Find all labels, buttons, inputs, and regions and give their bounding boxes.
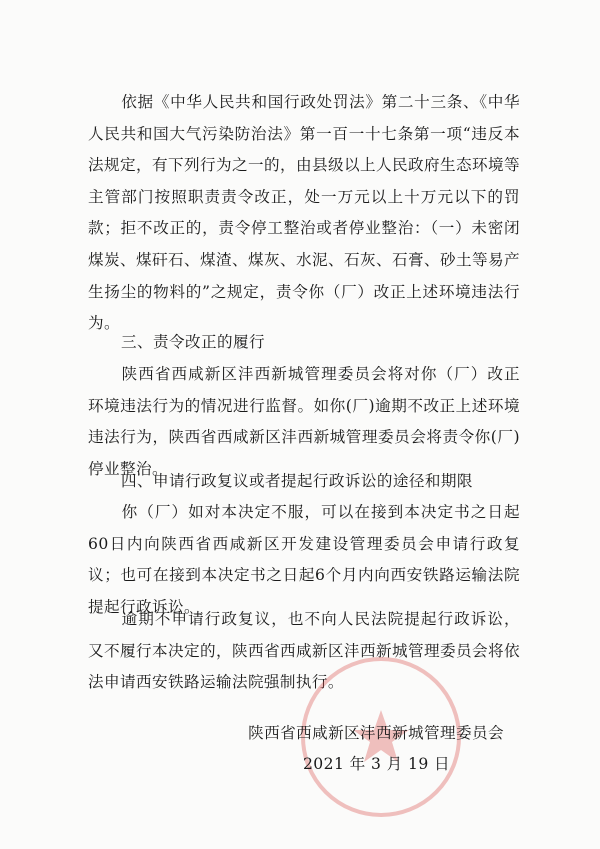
section-heading-3: 三、责令改正的履行 bbox=[121, 333, 265, 351]
signature-date: 2021 年 3 月 19 日 bbox=[302, 755, 450, 773]
signature-organization: 陕西省西咸新区沣西新城管理委员会 bbox=[248, 724, 504, 742]
section-4-text: 你（厂）如对本决定不服，可以在接到本决定书之日起60日内向陕西省西咸新区开发建设管理委员会申请行政复议；也可在接到本决定书之日起6个月内向西安铁路运输法院提起行政诉讼。 bbox=[88, 503, 520, 616]
paragraph-legal-basis bbox=[88, 87, 520, 340]
legal-basis-text: 依据《中华人民共和国行政处罚法》第二十三条、《中华人民共和国大气污染防治法》第一百一十七条第一项“违反本法规定，有下列行为之一的，由县级以上人民政府生态环境等主管部门按照职责责令改正，处一万元以上十万元以下的罚款；拒不改正的，责令停工整治或者停业整治：（一）未密闭煤炭、煤矸石、煤渣、煤灰、水泥、石灰、石膏、砂土等易产生扬尘的物料的”之规定，责令你（厂）改正上述环境违法行为。 bbox=[88, 93, 520, 333]
section-heading-4: 四、申请行政复议或者提起行政诉讼的途径和期限 bbox=[121, 472, 473, 490]
enforcement-text: 逾期不申请行政复议，也不向人民法院提起行政诉讼，又不履行本决定的，陕西省西咸新区沣西新城管理委员会将依法申请西安铁路运输法院强制执行。 bbox=[88, 610, 520, 692]
section-3-text: 陕西省西咸新区沣西新城管理委员会将对你（厂）改正环境违法行为的情况进行监督。如你(厂)逾期不改正上述环境违法行为，陕西省西咸新区沣西新城管理委员会将责令你(厂)停业整治。 bbox=[88, 365, 520, 478]
